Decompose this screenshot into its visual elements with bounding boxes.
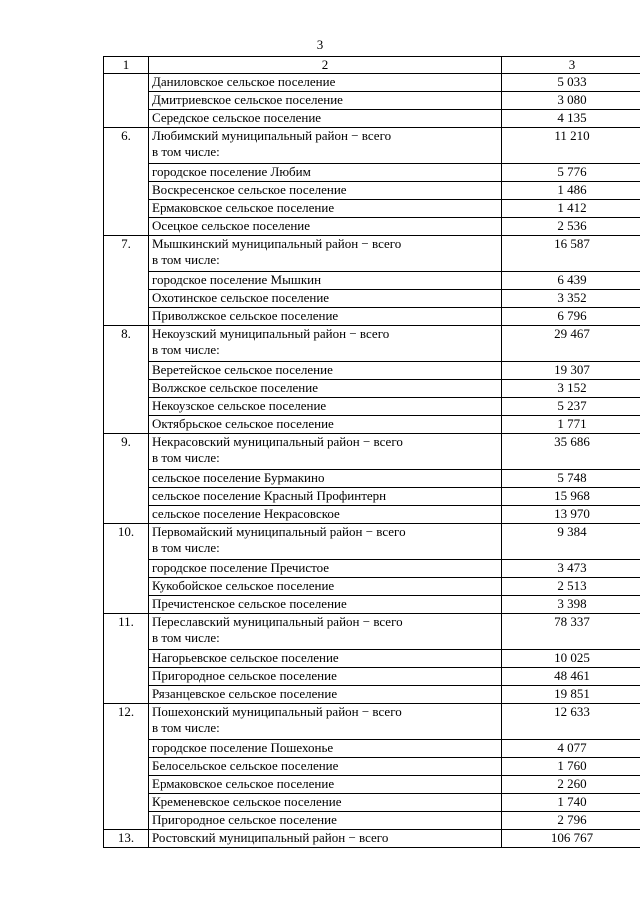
settlement-row [104, 92, 640, 110]
settlement-row [104, 686, 640, 704]
settlement-row [104, 596, 640, 614]
settlement-name: Октябрьское сельское поселение [149, 416, 502, 434]
district-name-cell [149, 128, 502, 164]
settlement-row [104, 488, 640, 506]
district-number: 9. [104, 434, 149, 524]
district-total-value: 11 210 [502, 128, 640, 164]
settlement-name: Приволжское сельское поселение [149, 308, 502, 326]
district-total-row [104, 326, 640, 362]
settlement-name: Осецкое сельское поселение [149, 218, 502, 236]
settlement-row [104, 110, 640, 128]
settlement-name: городское поселение Любим [149, 164, 502, 182]
district-name-cell [149, 704, 502, 740]
district-name-cell [149, 614, 502, 650]
district-total-row [104, 524, 640, 560]
district-number: 8. [104, 326, 149, 434]
settlement-row [104, 794, 640, 812]
settlement-name: Белосельское сельское поселение [149, 758, 502, 776]
district-total-row [104, 128, 640, 164]
settlement-name: Даниловское сельское поселение [149, 74, 502, 92]
settlement-value: 15 968 [502, 488, 640, 506]
district-total-value: 29 467 [502, 326, 640, 362]
settlement-value: 5 033 [502, 74, 640, 92]
settlement-name: Кукобойское сельское поселение [149, 578, 502, 596]
settlement-value: 13 970 [502, 506, 640, 524]
settlement-row [104, 200, 640, 218]
settlement-name: городское поселение Мышкин [149, 272, 502, 290]
district-number: 13. [104, 830, 149, 848]
district-number: 6. [104, 128, 149, 236]
settlement-name: Кременевское сельское поселение [149, 794, 502, 812]
settlement-row [104, 272, 640, 290]
settlement-value: 3 473 [502, 560, 640, 578]
settlement-row [104, 758, 640, 776]
settlement-value: 3 152 [502, 380, 640, 398]
settlement-name: сельское поселение Красный Профинтерн [149, 488, 502, 506]
page-number: 3 [316, 37, 324, 52]
settlement-row [104, 398, 640, 416]
column-header-value: 3 [502, 57, 640, 74]
district-name: Мышкинский муниципальный район − всего [152, 236, 402, 251]
settlement-value: 1 740 [502, 794, 640, 812]
settlement-name: Пригородное сельское поселение [149, 812, 502, 830]
settlement-name: Волжское сельское поселение [149, 380, 502, 398]
settlement-row [104, 506, 640, 524]
settlement-row [104, 578, 640, 596]
district-name: Пошехонский муниципальный район − всего [152, 704, 402, 719]
settlement-name: сельское поселение Бурмакино [149, 470, 502, 488]
settlement-value: 10 025 [502, 650, 640, 668]
district-name: Ростовский муниципальный район − всего [149, 830, 502, 848]
district-subtitle: в том числе: [152, 540, 220, 555]
settlement-row [104, 560, 640, 578]
settlement-name: городское поселение Пошехонье [149, 740, 502, 758]
settlement-row [104, 182, 640, 200]
settlement-name: Охотинское сельское поселение [149, 290, 502, 308]
district-name-cell [149, 434, 502, 470]
settlement-value: 19 307 [502, 362, 640, 380]
settlement-value: 6 439 [502, 272, 640, 290]
settlement-name: Пригородное сельское поселение [149, 668, 502, 686]
district-total-value: 106 767 [502, 830, 640, 848]
settlement-value: 2 536 [502, 218, 640, 236]
table-header-row [104, 57, 640, 74]
settlement-value: 4 135 [502, 110, 640, 128]
district-total-row [104, 830, 640, 848]
district-name-cell [149, 524, 502, 560]
district-total-value: 35 686 [502, 434, 640, 470]
settlement-row [104, 668, 640, 686]
settlement-row [104, 290, 640, 308]
district-name: Первомайский муниципальный район − всего [152, 524, 406, 539]
settlement-value: 6 796 [502, 308, 640, 326]
settlement-value: 1 760 [502, 758, 640, 776]
district-subtitle: в том числе: [152, 450, 220, 465]
settlement-name: сельское поселение Некрасовское [149, 506, 502, 524]
settlement-row [104, 74, 640, 92]
settlement-value: 5 748 [502, 470, 640, 488]
settlement-name: Пречистенское сельское поселение [149, 596, 502, 614]
district-number: 12. [104, 704, 149, 830]
settlement-value: 5 776 [502, 164, 640, 182]
settlement-value: 3 080 [502, 92, 640, 110]
settlement-name: Некоузское сельское поселение [149, 398, 502, 416]
settlement-row [104, 416, 640, 434]
settlement-value: 4 077 [502, 740, 640, 758]
settlement-value: 2 260 [502, 776, 640, 794]
settlement-value: 2 796 [502, 812, 640, 830]
district-name: Некоузский муниципальный район − всего [152, 326, 390, 341]
settlement-value: 48 461 [502, 668, 640, 686]
district-number: 7. [104, 236, 149, 326]
settlement-row [104, 470, 640, 488]
district-total-row [104, 614, 640, 650]
district-number: 11. [104, 614, 149, 704]
settlement-row [104, 812, 640, 830]
district-name-cell [149, 326, 502, 362]
settlement-name: Нагорьевское сельское поселение [149, 650, 502, 668]
settlement-name: Середское сельское поселение [149, 110, 502, 128]
settlement-row [104, 380, 640, 398]
settlement-value: 1 412 [502, 200, 640, 218]
district-total-value: 9 384 [502, 524, 640, 560]
district-subtitle: в том числе: [152, 252, 220, 267]
district-subtitle: в том числе: [152, 144, 220, 159]
district-subtitle: в том числе: [152, 720, 220, 735]
settlement-row [104, 308, 640, 326]
district-name: Любимский муниципальный район − всего [152, 128, 392, 143]
settlement-name: городское поселение Пречистое [149, 560, 502, 578]
column-header-name: 2 [149, 57, 502, 74]
settlement-row [104, 650, 640, 668]
settlement-row [104, 740, 640, 758]
district-total-row [104, 434, 640, 470]
district-name: Некрасовский муниципальный район − всего [152, 434, 403, 449]
settlement-name: Воскресенское сельское поселение [149, 182, 502, 200]
district-subtitle: в том числе: [152, 630, 220, 645]
column-header-number: 1 [104, 57, 149, 74]
settlement-name: Дмитриевское сельское поселение [149, 92, 502, 110]
settlement-value: 19 851 [502, 686, 640, 704]
district-total-value: 78 337 [502, 614, 640, 650]
population-table [103, 56, 640, 848]
district-number: 10. [104, 524, 149, 614]
settlement-value: 3 398 [502, 596, 640, 614]
district-total-row [104, 704, 640, 740]
district-total-value: 16 587 [502, 236, 640, 272]
settlement-value: 1 771 [502, 416, 640, 434]
district-total-value: 12 633 [502, 704, 640, 740]
settlement-row [104, 362, 640, 380]
settlement-name: Веретейское сельское поселение [149, 362, 502, 380]
settlement-value: 2 513 [502, 578, 640, 596]
settlement-name: Рязанцевское сельское поселение [149, 686, 502, 704]
settlement-value: 1 486 [502, 182, 640, 200]
district-subtitle: в том числе: [152, 342, 220, 357]
district-name-cell [149, 236, 502, 272]
settlement-value: 5 237 [502, 398, 640, 416]
settlement-row [104, 218, 640, 236]
settlement-name: Ермаковское сельское поселение [149, 200, 502, 218]
district-total-row [104, 236, 640, 272]
settlement-name: Ермаковское сельское поселение [149, 776, 502, 794]
settlement-row [104, 164, 640, 182]
settlement-row [104, 776, 640, 794]
district-name: Переславский муниципальный район − всего [152, 614, 403, 629]
district-number [104, 74, 149, 128]
settlement-value: 3 352 [502, 290, 640, 308]
